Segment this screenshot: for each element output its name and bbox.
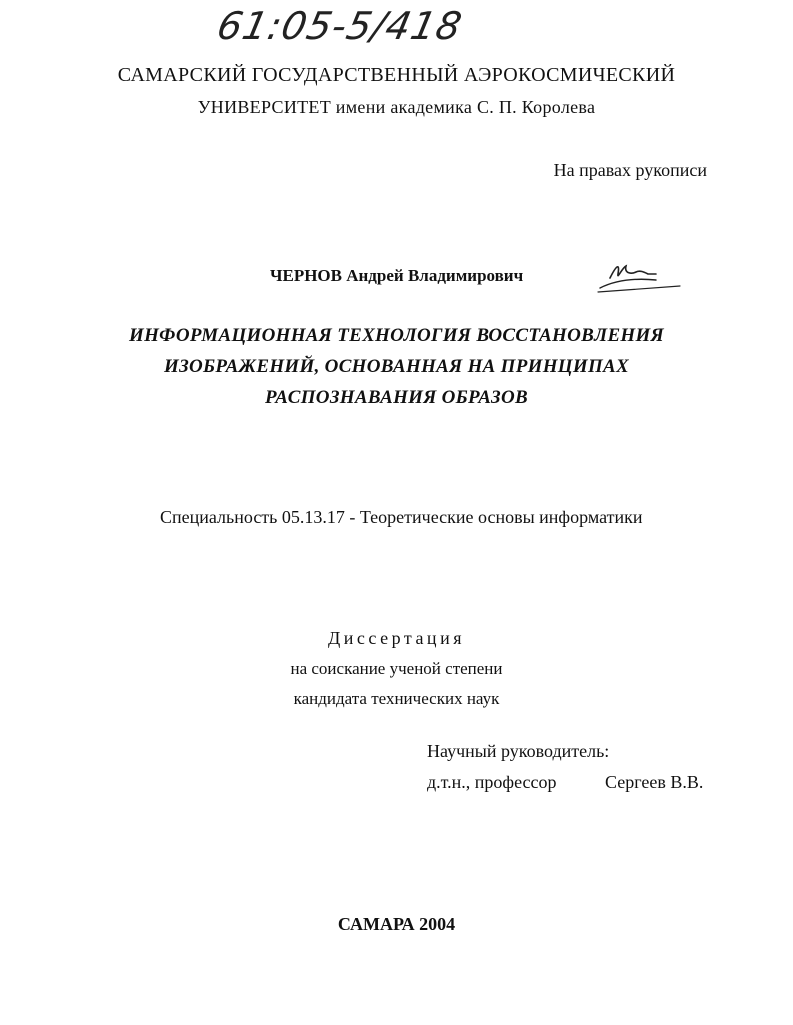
dissertation-title-line2: ИЗОБРАЖЕНИЙ, ОСНОВАННАЯ НА ПРИНЦИПАХ xyxy=(163,356,629,377)
university-name-line1: САМАРСКИЙ ГОСУДАРСТВЕННЫЙ АЭРОКОСМИЧЕСКИЙ xyxy=(117,64,676,86)
supervisor-label: Научный руководитель: xyxy=(427,741,610,761)
work-type: Диссертация xyxy=(328,628,465,648)
supervisor-name: Сергеев В.В. xyxy=(605,772,704,792)
specialty-line: Специальность 05.13.17 - Теоретические основы информатики xyxy=(160,507,643,527)
degree-line1: на соискание ученой степени xyxy=(290,659,503,678)
university-name-line2: УНИВЕРСИТЕТ имени академика С. П. Королева xyxy=(197,97,596,117)
author-signature xyxy=(596,256,686,296)
dissertation-title-line1: ИНФОРМАЦИОННАЯ ТЕХНОЛОГИЯ ВОССТАНОВЛЕНИЯ xyxy=(128,325,664,346)
handwritten-archive-number: 61:05-5/418 xyxy=(213,4,467,48)
city-year: САМАРА 2004 xyxy=(337,914,456,934)
supervisor-rank: д.т.н., профессор xyxy=(427,772,557,792)
dissertation-title-line3: РАСПОЗНАВАНИЯ ОБРАЗОВ xyxy=(265,387,528,408)
manuscript-rights-label: На правах рукописи xyxy=(553,160,707,180)
author-name: ЧЕРНОВ Андрей Владимирович xyxy=(270,266,524,285)
degree-line2: кандидата технических наук xyxy=(293,689,500,708)
